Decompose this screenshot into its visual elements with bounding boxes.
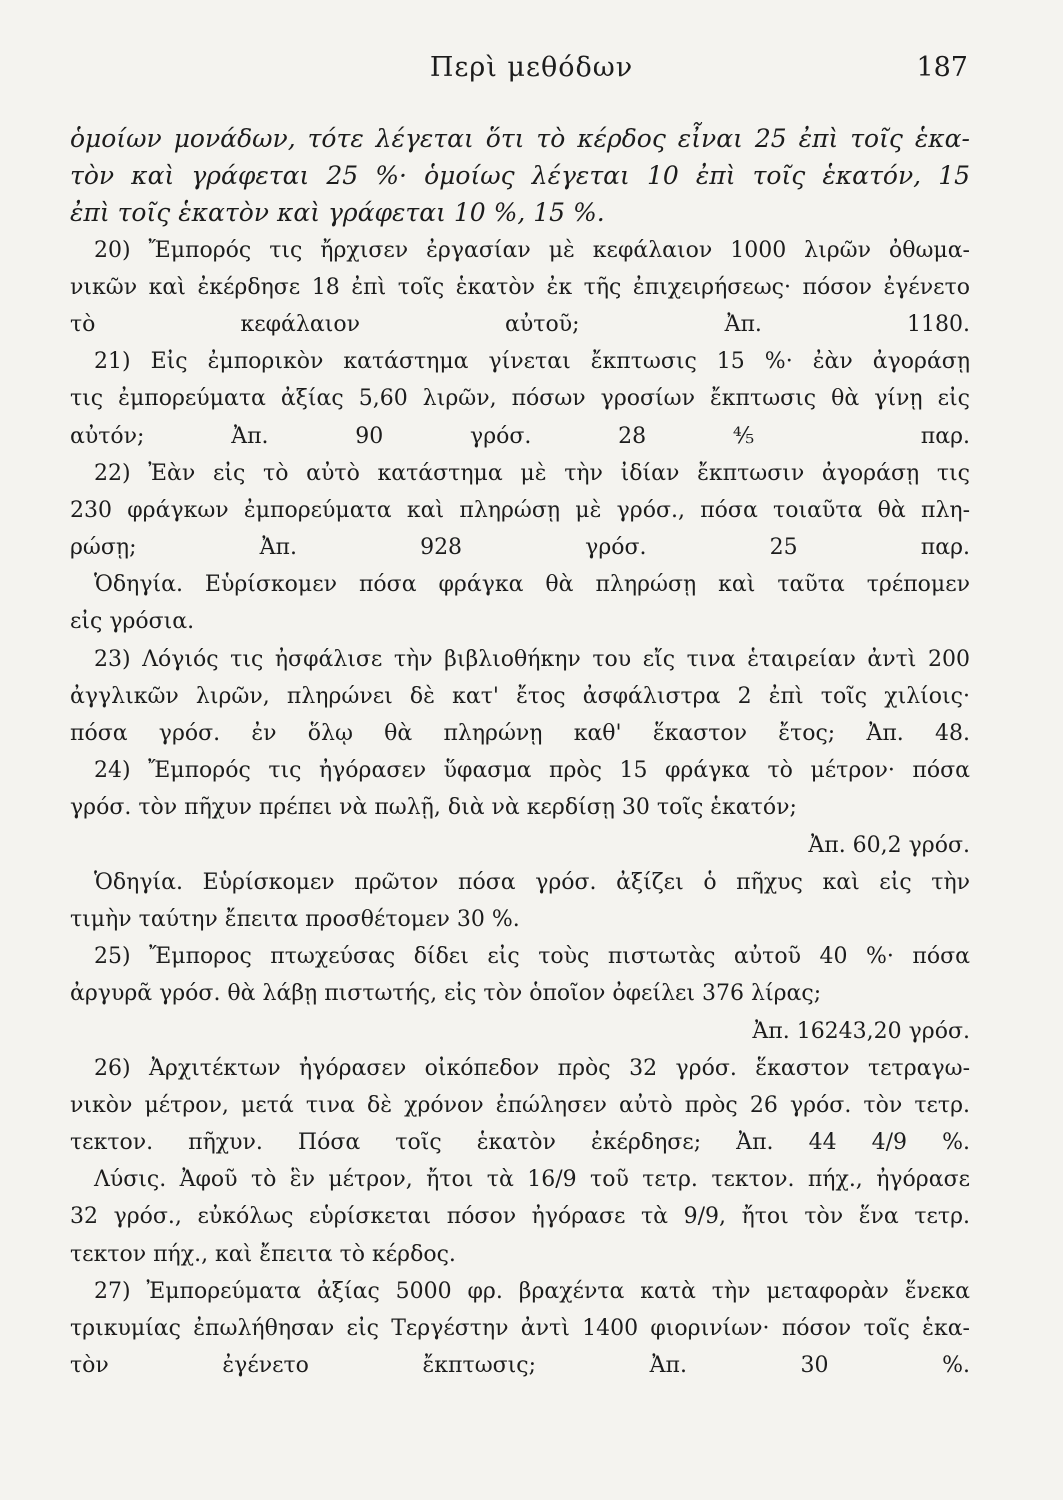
text-line: ἐπὶ τοῖς ἑκατὸν καὶ γράφεται 10 %, 15 %. [70, 198, 605, 228]
running-title: Περὶ μεθόδων [429, 52, 634, 83]
text-line: 20) Ἔμπορός τις ἤρχισεν ἐργασίαν μὲ κεφάλαιον 1000 λιρῶν ὀθωμα- [94, 237, 970, 263]
text-line: 24) Ἔμπορός τις ἠγόρασεν ὕφασμα πρὸς 15 φράγκα τὸ μέτρον· πόσα [94, 758, 970, 784]
text-line: 230 φράγκων ἐμπορεύματα καὶ πληρώσῃ μὲ γρόσ., πόσα τοιαῦτα θὰ πλη- [70, 497, 970, 523]
text-line: τὸν καὶ γράφεται 25 %· ὁμοίως λέγεται 10 ἐπὶ τοῖς ἑκατόν, 15 [70, 161, 970, 191]
page-number: 187 [916, 52, 968, 83]
page-body [70, 120, 970, 1384]
text-line: τεκτον. πῆχυν. Πόσα τοῖς ἑκατὸν ἐκέρδησε; Ἀπ. 44 4/9 %. [70, 1130, 970, 1156]
text-line: τὸν ἐγένετο ἔκπτωσις; Ἀπ. 30 %. [70, 1353, 970, 1379]
text-line: τις ἐμπορεύματα ἀξίας 5,60 λιρῶν, πόσων γροσίων ἔκπτωσις θὰ γίνῃ εἰς [70, 386, 970, 412]
text-line: τιμὴν ταύτην ἔπειτα προσθέτομεν 30 %. [70, 906, 520, 932]
text-line: Λύσις. Ἀφοῦ τὸ ἓν μέτρον, ἤτοι τὰ 16/9 τοῦ τετρ. τεκτον. πήχ., ἠγόρασε [94, 1167, 970, 1193]
text-line: Ὁδηγία. Εὑρίσκομεν πρῶτον πόσα γρόσ. ἀξίζει ὁ πῆχυς καὶ εἰς τὴν [94, 869, 970, 895]
text-line: 21) Εἰς ἐμπορικὸν κατάστημα γίνεται ἔκπτωσις 15 %· ἐὰν ἀγοράσῃ [94, 349, 970, 375]
page-header [0, 52, 1063, 96]
text-line: τρικυμίας ἐπωλήθησαν εἰς Τεργέστην ἀντὶ 1400 φιορινίων· πόσον τοῖς ἑκα- [70, 1316, 970, 1341]
text-line: πόσα γρόσ. ἐν ὅλῳ θὰ πληρώνῃ καθ' ἕκαστον ἔτος; Ἀπ. 48. [70, 721, 970, 746]
text-line: εἰς γρόσια. [70, 609, 195, 635]
text-line: 23) Λόγιός τις ἠσφάλισε τὴν βιβλιοθήκην του εἴς τινα ἑταιρείαν ἀντὶ 200 [94, 646, 970, 672]
text-line: 25) Ἔμπορος πτωχεύσας δίδει εἰς τοὺς πιστωτὰς αὐτοῦ 40 %· πόσα [94, 944, 970, 970]
text-line: ρώσῃ; Ἀπ. 928 γρόσ. 25 παρ. [70, 535, 970, 561]
text-line: τεκτον πήχ., καὶ ἔπειτα τὸ κέρδος. [70, 1241, 456, 1267]
text-line: Ὁδηγία. Εὑρίσκομεν πόσα φράγκα θὰ πληρώσῃ καὶ ταῦτα τρέπομεν [94, 572, 970, 598]
text-line: 22) Ἐὰν εἰς τὸ αὐτὸ κατάστημα μὲ τὴν ἰδίαν ἔκπτωσιν ἀγοράσῃ τις [94, 460, 970, 486]
text-line: αὐτόν; Ἀπ. 90 γρόσ. 28 ⅘ παρ. [70, 423, 970, 449]
text-line: γρόσ. τὸν πῆχυν πρέπει νὰ πωλῇ, διὰ νὰ κερδίσῃ 30 τοῖς ἑκατόν; [70, 795, 797, 821]
text-line: 27) Ἐμπορεύματα ἀξίας 5000 φρ. βραχέντα κατὰ τὴν μεταφορὰν ἕνεκα [94, 1278, 970, 1304]
text-line: νικῶν καὶ ἐκέρδησε 18 ἐπὶ τοῖς ἑκατὸν ἐκ τῆς ἐπιχειρήσεως· πόσον ἐγένετο [70, 274, 970, 300]
text-line: 26) Ἀρχιτέκτων ἠγόρασεν οἰκόπεδον πρὸς 32 γρόσ. ἕκαστον τετραγω- [94, 1055, 970, 1081]
text-line: 32 γρόσ., εὐκόλως εὑρίσκεται πόσον ἠγόρασε τὰ 9/9, ἤτοι τὸν ἕνα τετρ. [70, 1204, 970, 1230]
text-line: Ἀπ. 60,2 γρόσ. [808, 832, 970, 858]
text-line: νικὸν μέτρον, μετά τινα δὲ χρόνον ἐπώλησεν αὐτὸ πρὸς 26 γρόσ. τὸν τετρ. [70, 1092, 970, 1118]
text-line: ἀργυρᾶ γρόσ. θὰ λάβῃ πιστωτής, εἰς τὸν ὁποῖον ὀφείλει 376 λίρας; [70, 981, 822, 1007]
text-line: Ἀπ. 16243,20 γρόσ. [752, 1018, 970, 1044]
text-line: τὸ κεφάλαιον αὐτοῦ; Ἀπ. 1180. [70, 311, 970, 337]
text-line: ἀγγλικῶν λιρῶν, πληρώνει δὲ κατ' ἔτος ἀσφάλιστρα 2 ἐπὶ τοῖς χιλίοις· [70, 683, 970, 709]
text-line: ὁμοίων μονάδων, τότε λέγεται ὅτι τὸ κέρδος εἶναι 25 ἐπὶ τοῖς ἑκα- [70, 124, 970, 153]
